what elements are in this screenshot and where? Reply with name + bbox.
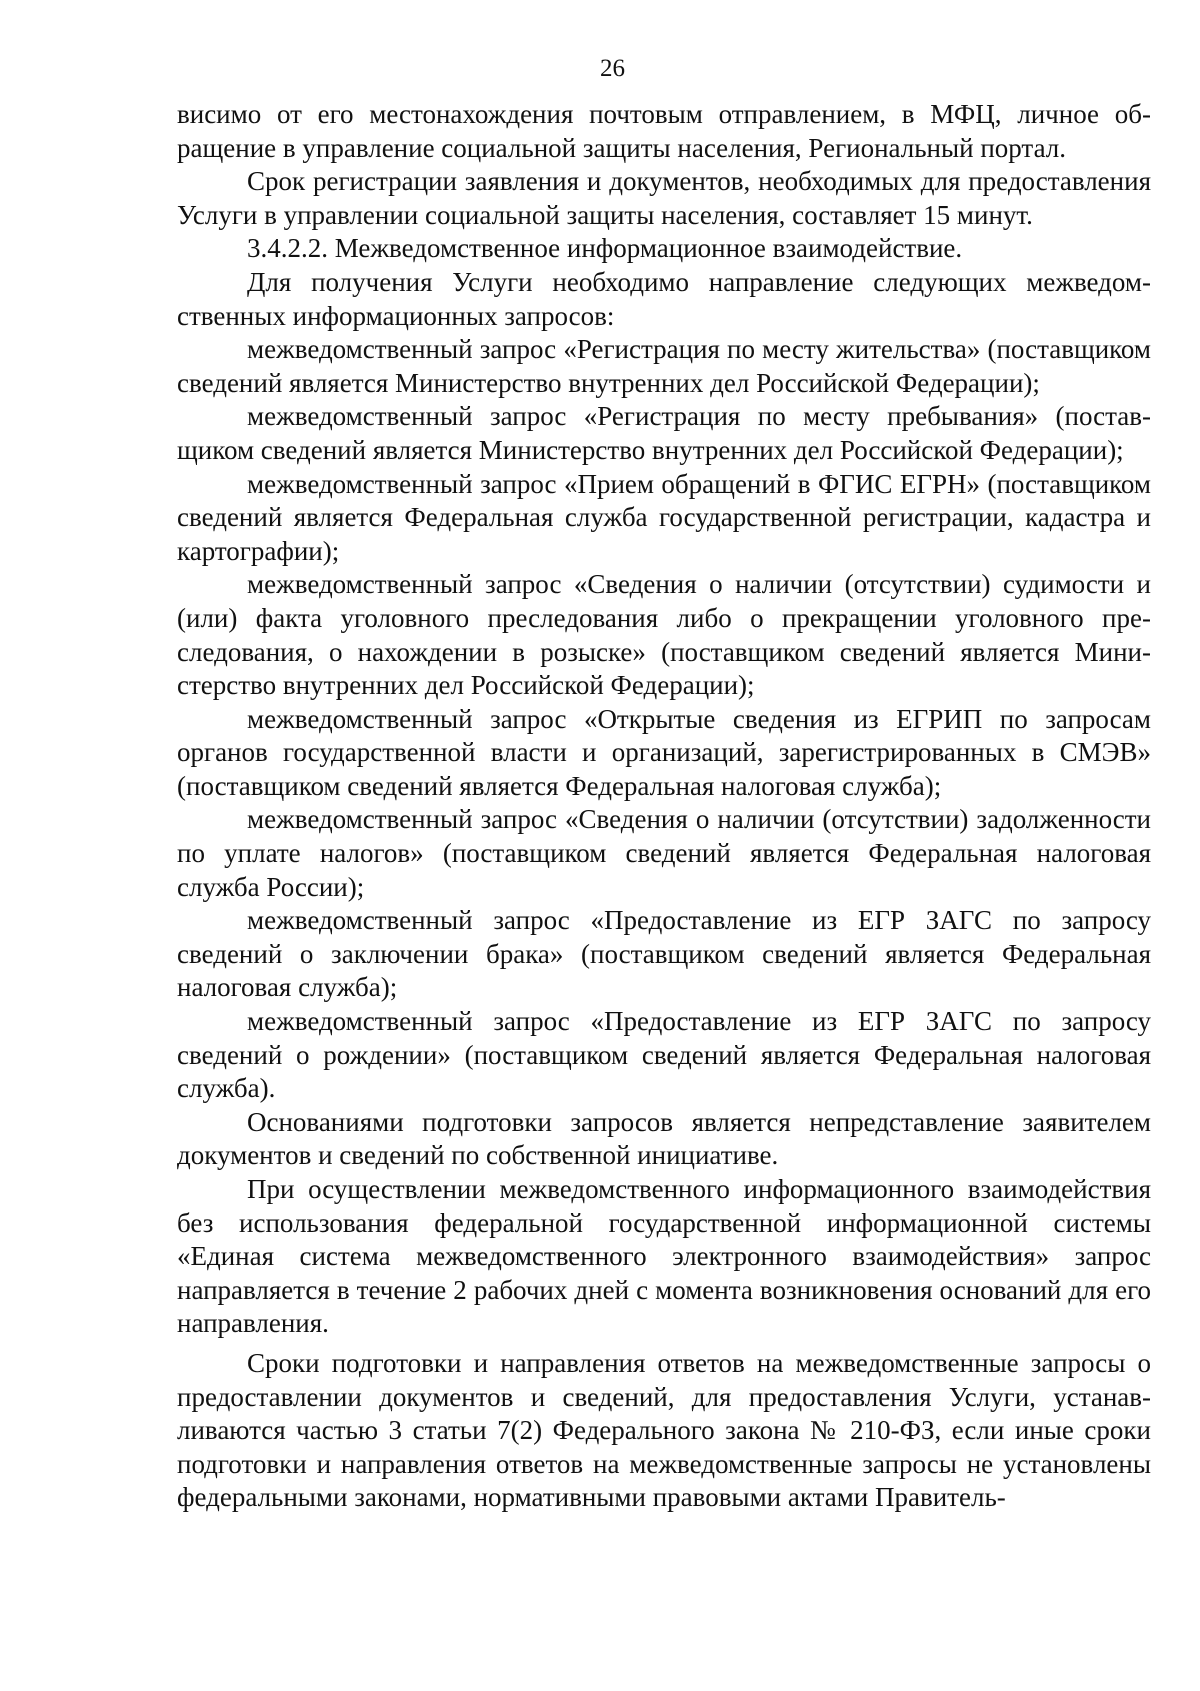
paragraph-registration-time: Срок регистрации заявления и документов, необходимых для предоставления Услуги в управлении социальной защиты населения, составляет 15 минут. xyxy=(177,166,1151,230)
list-item-egrn-request: межведомственный запрос «Прием обращений в ФГИС ЕГРН» (поставщиком сведений является Федеральная служба государственной регистрации, кадастра и картографии); xyxy=(177,468,1151,566)
paragraph-response-deadlines: Сроки подготовки и направления ответов на межведомственные запросы о предоставлении документов и сведений, для предоставления Услуги, устанавливаются частью 3 статьи 7(2) Федерального закона № 210-ФЗ, если иные сроки подготовки и направления ответов на межведомственные запросы не установлены федеральными законами, нормативными правовыми актами Правитель- xyxy=(177,1347,1151,1513)
document-body xyxy=(177,98,1151,1515)
list-item-residence-registration: межведомственный запрос «Регистрация по месту жительства» (поставщиком сведений является Министерство внутренних дел Российской Федерации); xyxy=(177,334,1151,398)
paragraph-request-grounds: Основаниями подготовки запросов является непредставление заявителем документов и сведений по собственной инициативе. xyxy=(177,1106,1151,1171)
paragraph-requests-intro: Для получения Услуги необходимо направление следующих межведомственных информационных запросов: xyxy=(177,266,1151,331)
page-number: 26 xyxy=(600,55,625,82)
list-item-birth-record: межведомственный запрос «Предоставление из ЕГР ЗАГС по запросу сведений о рождении» (поставщиком сведений является Федеральная налоговая служба). xyxy=(177,1006,1151,1104)
list-item-stay-registration: межведомственный запрос «Регистрация по месту пребывания» (поставщиком сведений является Министерство внутренних дел Российской Федерации); xyxy=(177,401,1151,465)
paragraph-request-deadline: При осуществлении межведомственного информационного взаимодействия без использования федеральной государственной информационной системы «Единая система межведомственного электронного взаимодействия» запрос направляется в течение 2 рабочих дней с момента возникновения оснований для его направления. xyxy=(177,1174,1151,1339)
paragraph-section-heading: 3.4.2.2. Межведомственное информационное взаимодействие. xyxy=(247,233,963,264)
list-item-tax-debt: межведомственный запрос «Сведения о наличии (отсутствии) задолженности по уплате налогов» (поставщиком сведений является Федеральная налоговая служба России); xyxy=(177,804,1151,902)
list-item-criminal-record: межведомственный запрос «Сведения о наличии (отсутствии) судимости и (или) факта уголовного преследования либо о прекращении уголовного преследования, о нахождении в розыске» (поставщиком сведений является Министерство внутренних дел Российской Федерации); xyxy=(177,569,1151,701)
list-item-egrip-request: межведомственный запрос «Открытые сведения из ЕГРИП по запросам органов государственной власти и организаций, зарегистрированных в СМЭВ» (поставщиком сведений является Федеральная налоговая служба); xyxy=(177,703,1151,801)
paragraph-continuation: висимо от его местонахождения почтовым отправлением, в МФЦ, личное обращение в управление социальной защиты населения, Региональный портал. xyxy=(177,99,1151,163)
list-item-marriage-record: межведомственный запрос «Предоставление из ЕГР ЗАГС по запросу сведений о заключении брака» (поставщиком сведений является Федеральная налоговая служба); xyxy=(177,905,1151,1003)
